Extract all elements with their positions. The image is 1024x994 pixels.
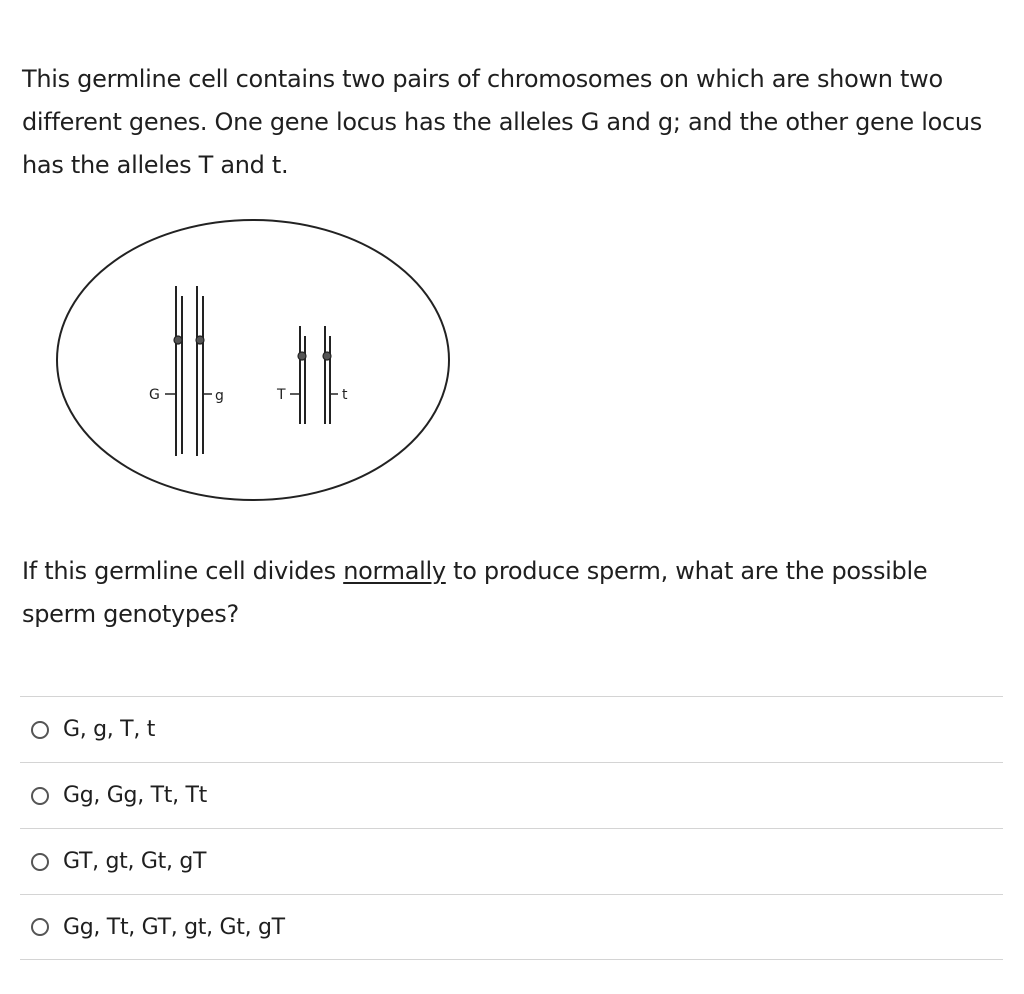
chromosome-pair-g bbox=[149, 286, 224, 456]
answer-option-label: Gg, Gg, Tt, Tt bbox=[63, 783, 207, 808]
germline-cell-diagram bbox=[40, 210, 470, 520]
prompt-after: to produce sperm, what are the possible sperm genotypes? bbox=[22, 557, 928, 628]
answer-option-label: G, g, T, t bbox=[63, 717, 156, 742]
prompt-emphasis: normally bbox=[343, 557, 446, 585]
radio-button-icon[interactable] bbox=[31, 721, 49, 739]
answer-option-4[interactable] bbox=[20, 894, 1003, 960]
answer-option-1[interactable] bbox=[20, 696, 1003, 762]
answer-option-label: Gg, Tt, GT, gt, Gt, gT bbox=[63, 914, 285, 940]
answer-option-label: GT, gt, Gt, gT bbox=[63, 849, 207, 874]
chromosome-pair-t bbox=[276, 326, 348, 424]
radio-button-icon[interactable] bbox=[31, 918, 49, 936]
allele-label-T: T bbox=[277, 387, 286, 403]
centromere-g-left bbox=[174, 336, 182, 344]
radio-button-icon[interactable] bbox=[31, 853, 49, 871]
centromere-g-right bbox=[196, 336, 204, 344]
cell-membrane bbox=[57, 220, 449, 500]
allele-label-g: g bbox=[215, 388, 224, 404]
prompt-before: If this germline cell divides bbox=[22, 557, 344, 585]
radio-button-icon[interactable] bbox=[31, 787, 49, 805]
centromere-t-left bbox=[298, 352, 306, 360]
answer-options bbox=[20, 696, 1003, 960]
answer-option-2[interactable] bbox=[20, 762, 1003, 828]
centromere-t-right bbox=[323, 352, 331, 360]
allele-label-G: G bbox=[149, 387, 160, 403]
allele-label-t: t bbox=[342, 387, 348, 403]
answer-option-3[interactable] bbox=[20, 828, 1003, 894]
question-prompt bbox=[22, 550, 1002, 636]
question-intro: This germline cell contains two pairs of chromosomes on which are shown two different genes. One gene locus has the alleles G and g; and the other gene locus has the alleles T and t. bbox=[22, 65, 982, 179]
